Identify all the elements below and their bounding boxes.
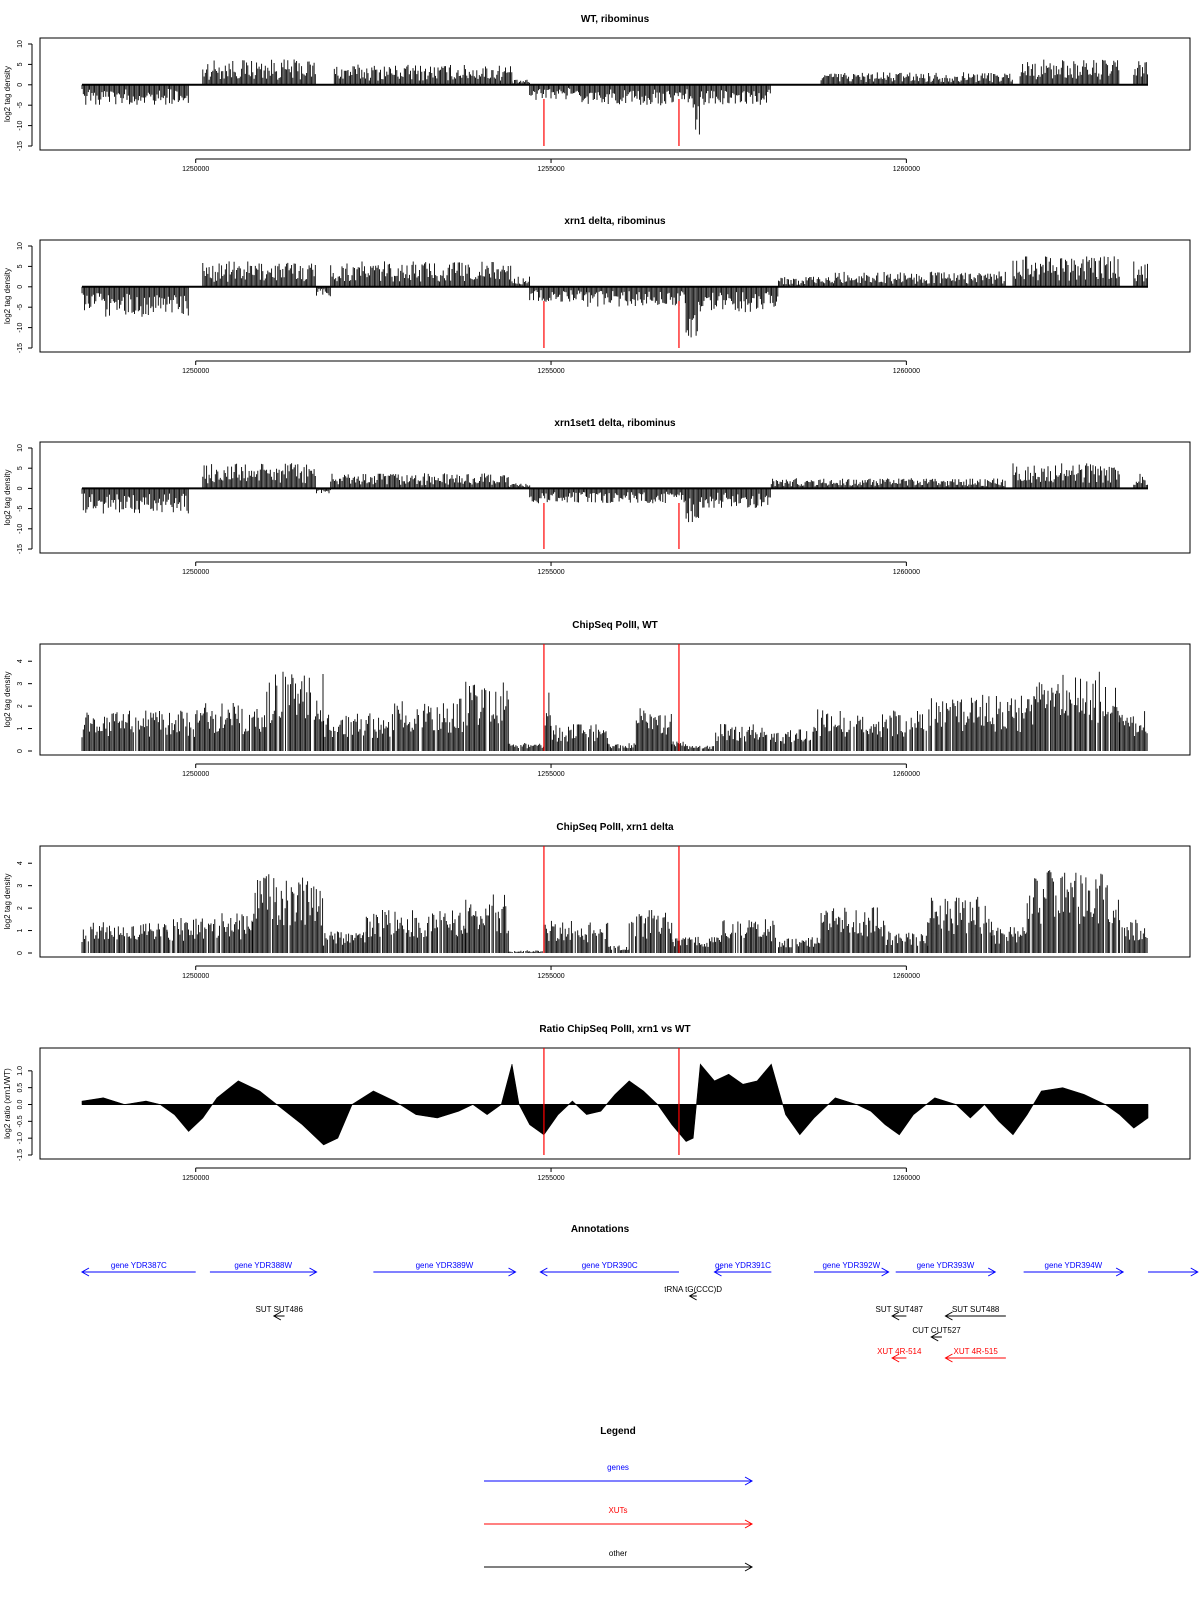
y-axis-label: log2 tag density — [3, 267, 12, 325]
data-bar-segment — [512, 277, 530, 287]
y-tick-label: 1.0 — [16, 1065, 24, 1076]
annotation-label: gene YDR394W — [1044, 1261, 1103, 1270]
y-tick-label: 3 — [16, 681, 24, 686]
plot-frame — [40, 38, 1190, 150]
x-tick-label: 1250000 — [182, 771, 210, 778]
data-bar-segment — [253, 874, 323, 953]
data-bar-segment — [366, 910, 465, 953]
legend-panel — [484, 1426, 752, 1571]
data-bar-segment — [928, 897, 992, 953]
data-bar-segment — [700, 85, 770, 105]
data-bar-segment — [466, 682, 509, 751]
legend-title: Legend — [600, 1426, 636, 1437]
data-bar-segment — [771, 478, 1005, 488]
data-bar-segment — [1134, 61, 1148, 85]
y-tick-label: 10 — [16, 242, 24, 250]
chart-panel-0 — [3, 14, 1190, 173]
data-bar-segment — [821, 907, 885, 953]
data-bar-segment — [1120, 711, 1148, 751]
data-bar-segment — [203, 60, 315, 85]
y-tick-label: 0 — [16, 486, 24, 491]
x-tick-label: 1255000 — [537, 368, 565, 375]
chart-title: ChipSeq PolII, xrn1 delta — [556, 822, 674, 833]
y-tick-label: 0 — [16, 749, 24, 753]
y-tick-label: 3 — [16, 883, 24, 888]
data-bar-segment — [324, 713, 394, 751]
annotation-label: XUT 4R-515 — [953, 1347, 998, 1356]
y-tick-label: 5 — [16, 62, 24, 67]
chart-title: ChipSeq PolII, WT — [572, 620, 658, 631]
data-bar-segment — [395, 699, 465, 751]
data-bar-segment — [551, 724, 607, 751]
y-tick-label: 0 — [16, 951, 24, 955]
y-tick-label: 2 — [16, 704, 24, 709]
y-tick-label: 5 — [16, 264, 24, 269]
data-bar-segment — [82, 922, 167, 953]
annotations-title: Annotations — [570, 1224, 630, 1235]
data-bar-segment — [764, 730, 813, 752]
chart-title: xrn1 delta, ribominus — [564, 216, 666, 227]
data-bar-segment — [331, 473, 509, 488]
data-bar-segment — [814, 709, 863, 751]
x-tick-label: 1250000 — [182, 569, 210, 576]
y-tick-label: 10 — [16, 40, 24, 48]
data-bar-segment — [700, 488, 770, 508]
y-tick-label: -10 — [16, 120, 24, 131]
data-bar-segment — [317, 287, 331, 297]
annotation-label: XUT 4R-514 — [877, 1347, 922, 1356]
x-tick-label: 1255000 — [537, 771, 565, 778]
y-tick-label: -10 — [16, 523, 24, 534]
data-bar-segment — [992, 927, 1027, 953]
data-bar-segment — [636, 708, 671, 751]
y-tick-label: 10 — [16, 444, 24, 452]
data-bar-segment — [686, 488, 700, 522]
data-bar-segment — [1034, 672, 1119, 751]
data-bar-segment — [629, 910, 672, 953]
data-bar-segment — [530, 488, 586, 503]
y-tick-label: 4 — [16, 861, 24, 866]
y-axis-label: log2 tag density — [3, 873, 12, 930]
x-tick-label: 1255000 — [537, 1175, 565, 1182]
annotation-label: gene YDR390C — [581, 1261, 638, 1270]
x-tick-label: 1255000 — [537, 973, 565, 980]
y-tick-label: 0.0 — [16, 1099, 24, 1110]
y-tick-label: -0.5 — [16, 1115, 24, 1128]
y-tick-label: -1.0 — [16, 1132, 24, 1145]
legend-label: XUTs — [608, 1506, 628, 1515]
data-bar-segment — [544, 921, 608, 953]
y-tick-label: 0.5 — [16, 1082, 24, 1093]
data-bar-segment — [1134, 474, 1148, 489]
data-bar-segment — [1013, 463, 1119, 488]
y-tick-label: 2 — [16, 906, 24, 911]
y-tick-label: -10 — [16, 322, 24, 333]
data-bar-segment — [167, 918, 216, 953]
data-bar-segment — [580, 85, 693, 105]
x-tick-label: 1250000 — [182, 368, 210, 375]
data-bar-segment — [217, 913, 252, 953]
data-bar-segment — [821, 72, 1012, 85]
y-tick-label: -15 — [16, 342, 24, 354]
chart-panel-4 — [3, 822, 1190, 980]
data-bar-segment — [686, 287, 700, 338]
data-bar-segment — [82, 85, 188, 105]
x-tick-label: 1260000 — [892, 368, 921, 375]
data-bar-segment — [203, 463, 315, 488]
x-tick-label: 1255000 — [537, 166, 565, 173]
data-bar-segment — [1134, 262, 1148, 287]
y-tick-label: -5 — [16, 505, 24, 512]
data-bar-segment — [1013, 256, 1119, 286]
annotation-label: CUT CUT527 — [912, 1326, 961, 1335]
legend-label: other — [608, 1549, 628, 1558]
y-axis-label: log2 tag density — [3, 65, 12, 123]
data-bar-segment — [928, 695, 1034, 751]
data-bar-segment — [587, 287, 686, 307]
data-bar-segment — [324, 932, 367, 954]
data-bar-segment — [82, 711, 195, 751]
annotation-label: gene YDR389W — [415, 1261, 474, 1270]
chart-panel-3 — [3, 620, 1190, 778]
data-bar-segment — [885, 932, 928, 954]
annotation-label: gene YDR392W — [822, 1261, 881, 1270]
data-bar-segment — [608, 743, 636, 751]
data-bar-segment — [722, 919, 778, 953]
data-bar-segment — [82, 287, 188, 317]
y-axis-label: log2 ratio (xrn1/WT) — [3, 1068, 12, 1139]
data-bar-segment — [693, 85, 699, 135]
annotation-label: gene YDR388W — [234, 1261, 293, 1270]
data-bar-segment — [508, 743, 543, 751]
data-bar-segment — [779, 277, 835, 287]
data-bar-segment — [530, 85, 579, 100]
data-bar-segment — [1027, 870, 1118, 953]
x-tick-label: 1260000 — [892, 771, 921, 778]
y-tick-label: -15 — [16, 543, 24, 555]
data-bar-segment — [1120, 920, 1148, 953]
data-bar-segment — [82, 488, 188, 513]
x-tick-label: 1260000 — [892, 569, 921, 576]
y-tick-label: -5 — [16, 102, 24, 109]
data-bar-segment — [835, 272, 1005, 287]
y-tick-label: 1 — [16, 726, 24, 731]
data-bar-segment — [700, 287, 778, 312]
y-tick-label: 4 — [16, 659, 24, 664]
x-tick-label: 1260000 — [892, 1175, 921, 1182]
chart-panel-1 — [3, 216, 1190, 375]
chart-title: WT, ribominus — [580, 14, 650, 25]
data-bar-segment — [864, 711, 928, 751]
data-bar-segment — [1020, 60, 1119, 85]
data-bar-segment — [544, 693, 550, 751]
y-axis-label: log2 tag density — [3, 671, 12, 728]
plot-frame — [40, 442, 1190, 553]
annotation-label: SUT SUT487 — [875, 1305, 923, 1314]
y-tick-label: -15 — [16, 140, 24, 152]
annotation-label: gene YDR393W — [916, 1261, 975, 1270]
chart-title: xrn1set1 delta, ribominus — [554, 418, 676, 429]
data-bar-segment — [203, 261, 315, 286]
chart-panel-2 — [3, 418, 1190, 576]
annotations-panel — [82, 1224, 1198, 1362]
data-bar-segment — [587, 488, 686, 503]
x-tick-label: 1260000 — [892, 973, 921, 980]
x-tick-label: 1250000 — [182, 1175, 210, 1182]
data-bar-segment — [267, 672, 323, 751]
x-tick-label: 1250000 — [182, 166, 210, 173]
data-bar-segment — [779, 937, 822, 953]
y-axis-label: log2 tag density — [3, 469, 12, 526]
y-tick-label: 0 — [16, 284, 24, 289]
data-bar-segment — [196, 703, 266, 751]
y-tick-label: -5 — [16, 304, 24, 311]
annotation-label: gene YDR391C — [714, 1261, 771, 1270]
y-tick-label: -1.5 — [16, 1148, 24, 1162]
x-tick-label: 1250000 — [182, 973, 210, 980]
y-tick-label: 1 — [16, 928, 24, 933]
chart-panel-5 — [3, 1024, 1190, 1182]
data-bar-segment — [508, 950, 543, 953]
annotation-label: SUT SUT488 — [951, 1305, 1000, 1314]
annotation-label: gene YDR387C — [110, 1261, 167, 1270]
data-bar-segment — [466, 895, 509, 954]
legend-label: genes — [607, 1463, 629, 1472]
x-tick-label: 1260000 — [892, 166, 921, 173]
y-tick-label: 5 — [16, 466, 24, 471]
y-tick-label: 0 — [16, 82, 24, 87]
chart-title: Ratio ChipSeq PolII, xrn1 vs WT — [539, 1024, 691, 1035]
x-tick-label: 1255000 — [537, 569, 565, 576]
data-bar-segment — [608, 946, 629, 954]
data-bar-segment — [530, 287, 586, 302]
annotation-label: tRNA tG(CCC)D — [664, 1285, 723, 1294]
annotation-label: SUT SUT486 — [255, 1305, 303, 1314]
data-bar-segment — [715, 724, 764, 751]
data-bar-segment — [686, 746, 714, 751]
data-bar-segment — [331, 261, 511, 286]
data-bar-segment — [334, 65, 512, 85]
